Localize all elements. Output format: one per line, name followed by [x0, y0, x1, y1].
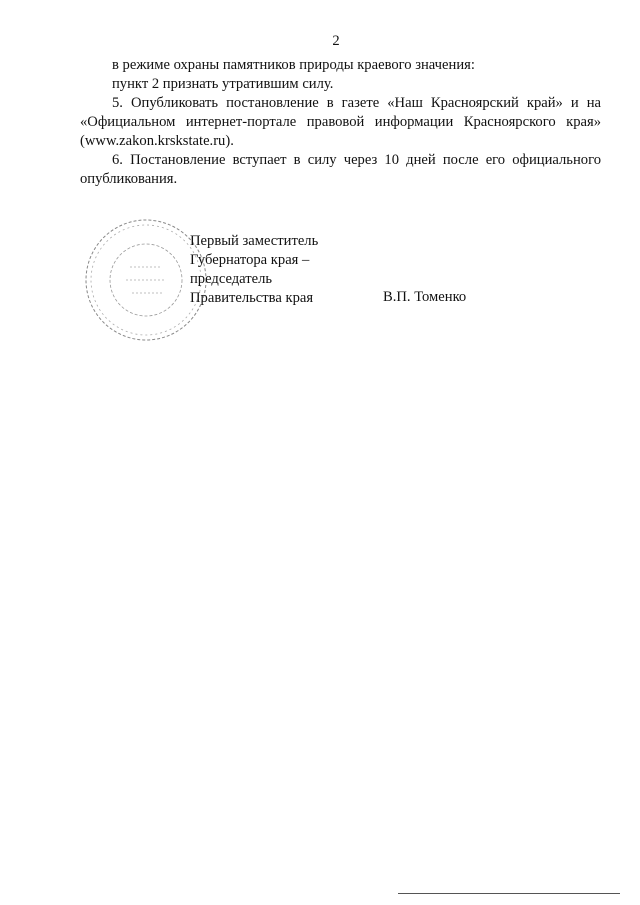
signatory-name: В.П. Томенко	[383, 289, 467, 305]
page-number: 2	[332, 33, 340, 49]
footer-rule	[398, 893, 620, 894]
signatory-position	[190, 232, 318, 308]
paragraph: 5. Опубликовать постановление в газете «Наш Красноярский край» и на «Официальном интернет-портале правовой информации Красноярского края» (www.zakon.krskstate.ru).	[80, 95, 601, 149]
signatory-line: Первый заместитель	[190, 233, 319, 249]
signatory-line: председатель	[190, 271, 273, 287]
signatory-line: Правительства края	[190, 290, 314, 306]
paragraph: в режиме охраны памятников природы краевого значения:	[112, 57, 475, 73]
paragraph: 6. Постановление вступает в силу через 10 дней после его официального опубликования.	[80, 152, 601, 187]
document-body	[80, 56, 601, 189]
signatory-line: Губернатора края –	[190, 252, 310, 268]
paragraph: пункт 2 признать утратившим силу.	[112, 76, 334, 92]
